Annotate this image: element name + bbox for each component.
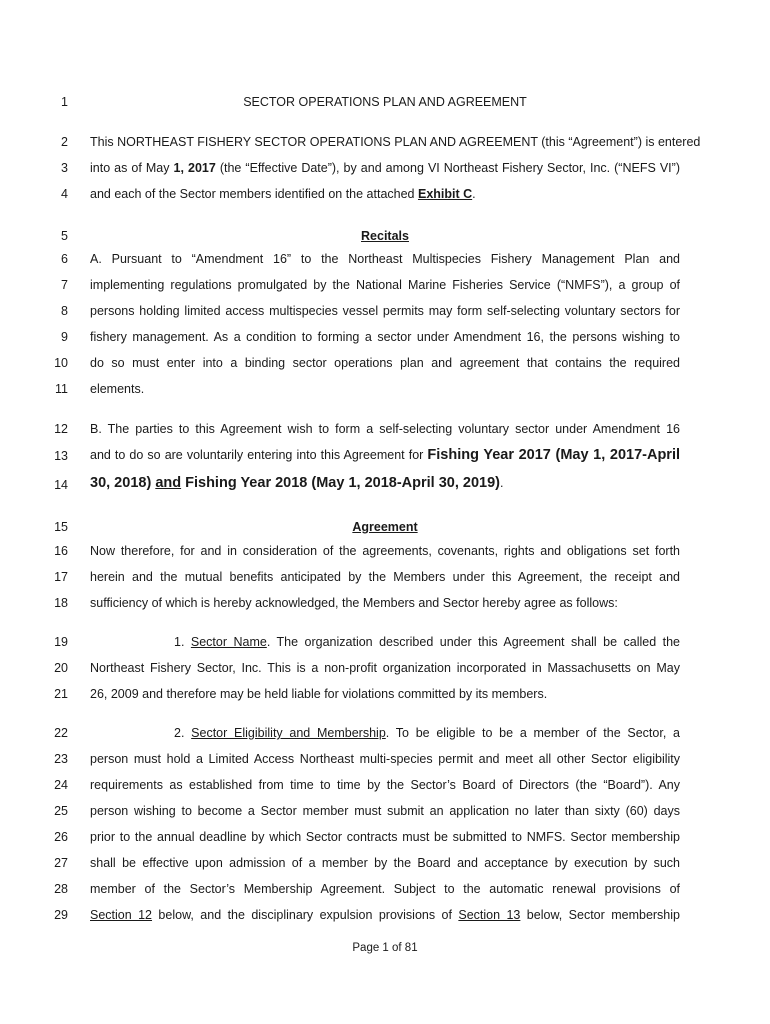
text-line: into as of May 1, 2017 (the “Effective Date”), by and among VI Northeast Fishery Sector, Inc. (“NEFS VI”) — [90, 161, 680, 175]
line-number: 17 — [54, 570, 68, 584]
line-number: 3 — [61, 161, 68, 175]
line-number: 7 — [61, 278, 68, 292]
line-number: 6 — [61, 252, 68, 266]
text-line: do so must enter into a binding sector operations plan and agreement that contains the required — [90, 356, 680, 370]
line-number: 27 — [54, 856, 68, 870]
text-line: 1. Sector Name. The organization described under this Agreement shall be called the — [174, 635, 681, 649]
text-line: Northeast Fishery Sector, Inc. This is a non-profit organization incorporated in Massachusetts on May — [90, 661, 680, 675]
text-line: 2. Sector Eligibility and Membership. To be eligible to be a member of the Sector, a — [174, 726, 680, 740]
line-number: 29 — [54, 908, 68, 922]
line-number: 18 — [54, 596, 68, 610]
text-line: sufficiency of which is hereby acknowledged, the Members and Sector hereby agree as follows: — [90, 596, 618, 610]
text-line: implementing regulations promulgated by the National Marine Fisheries Service (“NMFS”), a group of — [90, 278, 680, 292]
line-number: 4 — [61, 187, 68, 201]
text-line: requirements as established from time to time by the Sector’s Board of Directors (the “Board”). Any — [90, 778, 680, 792]
line-number: 15 — [54, 520, 68, 534]
sector-eligibility-heading: Sector Eligibility and Membership — [191, 726, 386, 740]
text-line: and to do so are voluntarily entering into this Agreement for Fishing Year 2017 (May 1, 2017-April — [90, 447, 681, 463]
line-number: 20 — [54, 661, 68, 675]
line-number: 11 — [55, 382, 68, 396]
line-number: 25 — [54, 804, 68, 818]
line-number: 13 — [54, 449, 68, 463]
text-line: person wishing to become a Sector member must submit an application no later than sixty (60) days — [90, 804, 680, 818]
section-12-reference: Section 12 — [90, 908, 153, 922]
line-number: 5 — [61, 229, 68, 243]
fishing-year-2017: Fishing Year 2017 (May 1, 2017-April — [427, 447, 681, 463]
text-line: persons holding limited access multispecies vessel permits may form self-selecting voluntary sectors for — [90, 304, 680, 318]
line-number: 2 — [61, 135, 68, 149]
line-number: 10 — [54, 356, 68, 370]
text-line: member of the Sector’s Membership Agreement. Subject to the automatic renewal provisions of — [90, 882, 680, 896]
text-line: A. Pursuant to “Amendment 16” to the Northeast Multispecies Fishery Management Plan and — [90, 252, 680, 266]
line-number: 21 — [54, 687, 68, 701]
text-line: person must hold a Limited Access Northeast multi-species permit and meet all other Sector eligibility — [90, 752, 680, 766]
line-number: 19 — [54, 635, 68, 649]
document-title: SECTOR OPERATIONS PLAN AND AGREEMENT — [243, 95, 527, 109]
text-line: elements. — [90, 382, 145, 396]
text-line: fishery management. As a condition to forming a sector under Amendment 16, the persons wishing to — [90, 330, 680, 344]
line-number: 12 — [54, 422, 68, 436]
line-number: 24 — [54, 778, 68, 792]
line-number: 26 — [54, 830, 68, 844]
recitals-heading: Recitals — [361, 229, 409, 243]
fishing-year-2018: Fishing Year 2018 (May 1, 2018-April 30, 2019) — [181, 475, 500, 491]
text-line: Now therefore, for and in consideration of the agreements, covenants, rights and obligations set forth — [90, 544, 680, 558]
sector-name-heading: Sector Name — [190, 635, 267, 649]
text-line: herein and the mutual benefits anticipated by the Members under this Agreement, the receipt and — [90, 570, 680, 584]
line-number: 22 — [54, 726, 68, 740]
text-line: B. The parties to this Agreement wish to form a self-selecting voluntary sector under Amendment 16 — [90, 422, 680, 436]
text-line: 26, 2009 and therefore may be held liable for violations committed by its members. — [90, 687, 548, 701]
text-line: shall be effective upon admission of a member by the Board and acceptance by execution by such — [90, 856, 680, 870]
section-13-reference: Section 13 — [458, 908, 521, 922]
line-number: 23 — [54, 752, 68, 766]
text-line: and each of the Sector members identified on the attached Exhibit C. — [90, 187, 476, 201]
line-number: 9 — [61, 330, 68, 344]
line-number: 16 — [54, 544, 68, 558]
text-line: This NORTHEAST FISHERY SECTOR OPERATIONS PLAN AND AGREEMENT (this “Agreement”) is entered — [90, 135, 701, 149]
text-line: Section 12 below, and the disciplinary expulsion provisions of Section 13 below, Sector membership — [90, 908, 680, 922]
agreement-heading: Agreement — [352, 520, 418, 534]
line-number: 8 — [61, 304, 68, 318]
exhibit-c-reference: Exhibit C — [418, 187, 473, 201]
page-footer: Page 1 of 81 — [352, 942, 418, 954]
line-number: 1 — [61, 95, 68, 109]
text-line: prior to the annual deadline by which Sector contracts must be submitted to NMFS. Sector membership — [90, 830, 680, 844]
line-number: 28 — [54, 882, 68, 896]
effective-date: 1, 2017 — [173, 161, 216, 175]
line-number: 14 — [54, 478, 68, 492]
text-line: 30, 2018) and Fishing Year 2018 (May 1, 2018-April 30, 2019). — [90, 475, 504, 491]
